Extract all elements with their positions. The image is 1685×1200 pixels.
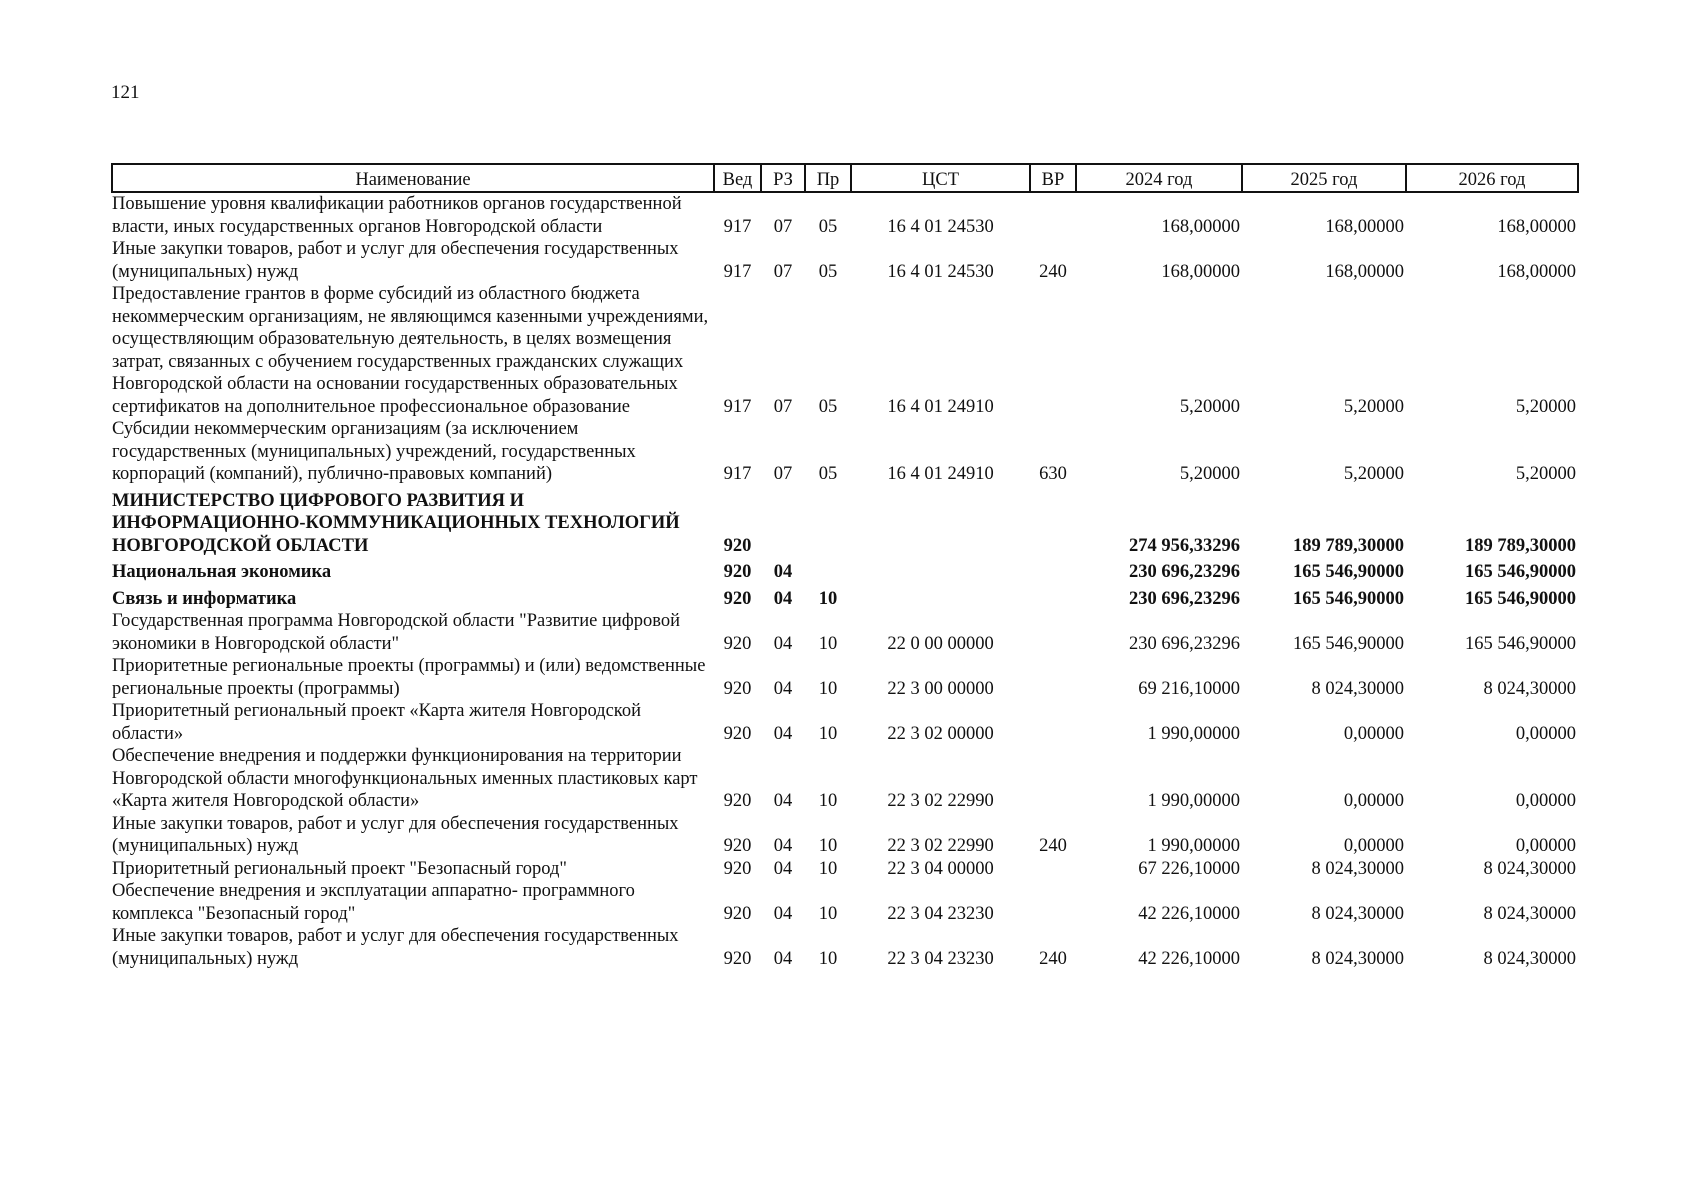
table-row [112, 486, 1578, 558]
cell-rz: 04 [773, 562, 793, 582]
cell-2025: 0,00000 [1343, 836, 1404, 856]
cell-2024: 230 696,23296 [1129, 562, 1240, 582]
cell-ved: 917 [723, 216, 752, 237]
cell-vr: 630 [1039, 464, 1067, 484]
cell-name: Приоритетный региональный проект «Карта жителя Новгородской области» [112, 701, 642, 744]
header-row [112, 164, 1578, 192]
cell-name: Субсидии некоммерческим организациям (за исключением государственных (муниципальных) учреждений, государственных корпораций (компаний), публично-правовых компаний) [112, 419, 636, 484]
cell-2024: 42 226,10000 [1138, 903, 1240, 924]
cell-ved: 920 [723, 836, 752, 856]
cell-2024: 69 216,10000 [1138, 678, 1240, 699]
cell-2024: 274 956,33296 [1129, 535, 1240, 556]
cell-vr [1030, 557, 1076, 584]
cell-2026: 8 024,30000 [1483, 858, 1576, 879]
cell-name: Повышение уровня квалификации работников органов государственной власти, иных государственных органов Новгородской области [112, 194, 682, 237]
cell-ved: 920 [723, 948, 752, 969]
header-name: Наименование [112, 164, 714, 192]
cell-2025: 8 024,30000 [1311, 678, 1404, 699]
cell-2026: 165 546,90000 [1465, 562, 1576, 582]
cell-cst: 22 0 00 00000 [887, 633, 994, 654]
cell-cst: 16 4 01 24530 [887, 216, 994, 237]
cell-2025: 8 024,30000 [1311, 903, 1404, 924]
table-row [112, 700, 1578, 745]
table-row [112, 655, 1578, 700]
cell-cst: 16 4 01 24530 [887, 261, 994, 282]
cell-rz: 07 [773, 216, 793, 237]
table-row [112, 610, 1578, 655]
cell-2026: 0,00000 [1515, 791, 1576, 811]
cell-vr [1030, 858, 1076, 881]
cell-ved: 920 [723, 903, 752, 924]
table-row [112, 238, 1578, 283]
cell-pr: 10 [818, 723, 838, 744]
cell-vr [1030, 745, 1076, 813]
cell-ved: 920 [723, 633, 752, 654]
cell-cst [851, 584, 1030, 611]
cell-2024: 5,20000 [1179, 396, 1240, 417]
cell-rz [761, 486, 805, 558]
cell-name: Обеспечение внедрения и эксплуатации аппаратно- программного комплекса "Безопасный город" [112, 881, 635, 924]
cell-rz: 04 [773, 678, 793, 699]
cell-ved: 920 [723, 562, 752, 582]
cell-2026: 189 789,30000 [1465, 535, 1576, 556]
cell-cst: 16 4 01 24910 [887, 396, 994, 417]
cell-pr: 05 [818, 396, 838, 417]
cell-rz: 07 [773, 396, 793, 417]
cell-ved: 920 [723, 678, 752, 699]
cell-2025: 5,20000 [1343, 464, 1404, 484]
cell-name: Связь и информатика [112, 588, 297, 609]
cell-cst: 22 3 02 22990 [887, 836, 994, 856]
table-row [112, 192, 1578, 238]
page-number: 121 [111, 82, 140, 103]
table-row [112, 418, 1578, 486]
cell-ved: 917 [723, 464, 752, 484]
table-row [112, 880, 1578, 925]
cell-ved: 920 [723, 723, 752, 744]
cell-vr: 240 [1039, 261, 1067, 282]
cell-pr: 10 [818, 791, 838, 811]
cell-pr: 05 [818, 216, 838, 237]
cell-name: Приоритетный региональный проект "Безопасный город" [112, 858, 567, 879]
cell-rz: 04 [773, 903, 793, 924]
cell-2024: 230 696,23296 [1129, 633, 1240, 654]
cell-cst: 22 3 04 23230 [887, 903, 994, 924]
cell-pr: 10 [818, 858, 838, 879]
cell-2025: 0,00000 [1343, 791, 1404, 811]
header-2024: 2024 год [1076, 164, 1242, 192]
cell-2026: 165 546,90000 [1465, 588, 1576, 609]
cell-ved: 920 [723, 791, 752, 811]
cell-name: МИНИСТЕРСТВО ЦИФРОВОГО РАЗВИТИЯ И ИНФОРМАЦИОННО-КОММУНИКАЦИОННЫХ ТЕХНОЛОГИЙ НОВГОРОДСКОЙ ОБЛАСТИ [112, 490, 680, 556]
cell-2024: 230 696,23296 [1129, 588, 1240, 609]
cell-pr: 10 [818, 588, 838, 609]
cell-2024: 168,00000 [1161, 261, 1240, 282]
header-rz: РЗ [761, 164, 805, 192]
cell-2025: 5,20000 [1343, 396, 1404, 417]
cell-rz: 04 [773, 791, 793, 811]
cell-name: Иные закупки товаров, работ и услуг для обеспечения государственных (муниципальных) нужд [112, 813, 679, 856]
cell-rz: 04 [773, 633, 793, 654]
cell-pr: 10 [818, 836, 838, 856]
cell-2026: 8 024,30000 [1483, 903, 1576, 924]
table-body [112, 192, 1578, 970]
cell-cst: 22 3 02 22990 [887, 791, 994, 811]
cell-name: Приоритетные региональные проекты (программы) и (или) ведомственные региональные проекты (программы) [112, 656, 706, 699]
cell-cst: 22 3 04 00000 [887, 858, 994, 879]
cell-vr [1030, 283, 1076, 418]
header-ved: Вед [714, 164, 761, 192]
cell-pr: 10 [818, 948, 838, 969]
cell-rz: 04 [773, 588, 793, 609]
cell-pr: 05 [818, 261, 838, 282]
header-vr: ВР [1030, 164, 1076, 192]
cell-ved: 917 [723, 396, 752, 417]
cell-cst [851, 486, 1030, 558]
cell-2026: 168,00000 [1497, 261, 1576, 282]
cell-2025: 165 546,90000 [1293, 588, 1404, 609]
cell-2025: 189 789,30000 [1293, 535, 1404, 556]
cell-2024: 1 990,00000 [1147, 791, 1240, 811]
cell-vr [1030, 486, 1076, 558]
table-row [112, 283, 1578, 418]
header-cst: ЦСТ [851, 164, 1030, 192]
cell-2026: 8 024,30000 [1483, 678, 1576, 699]
table-row [112, 813, 1578, 858]
cell-vr: 240 [1039, 836, 1067, 856]
cell-name: Иные закупки товаров, работ и услуг для обеспечения государственных (муниципальных) нужд [112, 239, 679, 282]
header-2026: 2026 год [1406, 164, 1578, 192]
cell-pr: 10 [818, 678, 838, 699]
cell-name: Иные закупки товаров, работ и услуг для обеспечения государственных (муниципальных) нужд [112, 926, 679, 969]
cell-2025: 168,00000 [1325, 261, 1404, 282]
cell-2026: 0,00000 [1515, 723, 1576, 744]
cell-2025: 168,00000 [1325, 216, 1404, 237]
cell-pr: 10 [818, 903, 838, 924]
table-row [112, 858, 1578, 881]
cell-vr: 240 [1039, 948, 1067, 969]
cell-cst: 22 3 00 00000 [887, 678, 994, 699]
cell-2025: 0,00000 [1343, 723, 1404, 744]
table-row [112, 745, 1578, 813]
cell-vr [1030, 880, 1076, 925]
cell-2026: 5,20000 [1515, 464, 1576, 484]
cell-vr [1030, 655, 1076, 700]
table-row [112, 584, 1578, 611]
cell-rz: 04 [773, 858, 793, 879]
table-header [112, 164, 1578, 192]
cell-rz: 07 [773, 261, 793, 282]
cell-2024: 1 990,00000 [1147, 836, 1240, 856]
cell-2024: 168,00000 [1161, 216, 1240, 237]
cell-rz: 04 [773, 723, 793, 744]
header-pr: Пр [805, 164, 851, 192]
cell-vr [1030, 700, 1076, 745]
cell-pr: 10 [818, 633, 838, 654]
cell-2024: 5,20000 [1179, 464, 1240, 484]
cell-vr [1030, 610, 1076, 655]
cell-name: Национальная экономика [112, 562, 332, 582]
cell-name: Предоставление грантов в форме субсидий из областного бюджета некоммерческим организациям, не являющимся казенными учреждениями, осуществляющим образовательную деятельность, в целях возмещения затрат, связанных с обучением государственных гражданских служащих Новгородской области на основании государственных образовательных сертификатов на дополнительное профессиональное образование [112, 284, 709, 417]
cell-2025: 165 546,90000 [1293, 562, 1404, 582]
cell-2024: 42 226,10000 [1138, 948, 1240, 969]
cell-2024: 67 226,10000 [1138, 858, 1240, 879]
cell-name: Государственная программа Новгородской области "Развитие цифровой экономики в Новгородской области" [112, 611, 681, 654]
budget-table [111, 163, 1579, 970]
cell-2025: 165 546,90000 [1293, 633, 1404, 654]
cell-pr [805, 557, 851, 584]
cell-2026: 165 546,90000 [1465, 633, 1576, 654]
cell-2025: 8 024,30000 [1311, 858, 1404, 879]
header-2025: 2025 год [1242, 164, 1406, 192]
cell-pr: 05 [818, 464, 838, 484]
cell-ved: 920 [723, 588, 752, 609]
cell-vr [1030, 584, 1076, 611]
cell-rz: 04 [773, 948, 793, 969]
cell-2026: 5,20000 [1515, 396, 1576, 417]
cell-rz: 07 [773, 464, 793, 484]
cell-cst: 22 3 02 00000 [887, 723, 994, 744]
cell-name: Обеспечение внедрения и поддержки функционирования на территории Новгородской области многофункциональных именных пластиковых карт «Карта жителя Новгородской области» [112, 746, 698, 811]
cell-ved: 917 [723, 261, 752, 282]
cell-2024: 1 990,00000 [1147, 723, 1240, 744]
cell-2026: 168,00000 [1497, 216, 1576, 237]
cell-ved: 920 [723, 535, 752, 556]
cell-2026: 0,00000 [1515, 836, 1576, 856]
cell-vr [1030, 192, 1076, 238]
cell-rz: 04 [773, 836, 793, 856]
cell-cst: 16 4 01 24910 [887, 464, 994, 484]
table-row [112, 925, 1578, 970]
cell-pr [805, 486, 851, 558]
cell-cst [851, 557, 1030, 584]
cell-2026: 8 024,30000 [1483, 948, 1576, 969]
table-row [112, 557, 1578, 584]
cell-2025: 8 024,30000 [1311, 948, 1404, 969]
cell-ved: 920 [723, 858, 752, 879]
cell-cst: 22 3 04 23230 [887, 948, 994, 969]
